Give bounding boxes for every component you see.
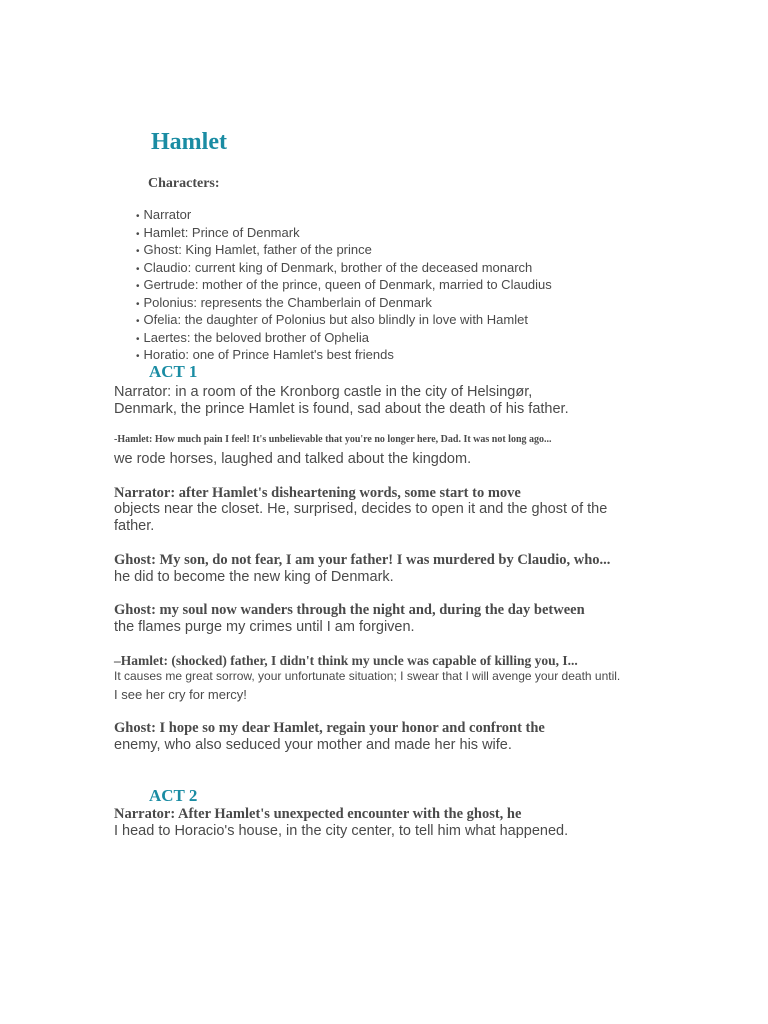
act1-p2-line1: -Hamlet: How much pain I feel! It's unbelievable that you're no longer here, Dad. It was not long ago...	[114, 434, 552, 445]
act1-p3-line2: objects near the closet. He, surprised, decides to open it and the ghost of the	[114, 501, 608, 517]
list-item: • Hamlet: Prince of Denmark	[136, 225, 552, 243]
act1-p6-line2: It causes me great sorrow, your unfortunate situation; I swear that I will avenge your death until.	[114, 669, 621, 683]
act1-p6-line3: I see her cry for mercy!	[114, 687, 247, 702]
act1-p2-line2: we rode horses, laughed and talked about the kingdom.	[114, 451, 472, 467]
list-item: • Claudio: current king of Denmark, brother of the deceased monarch	[136, 260, 552, 278]
act1-p7-line1: Ghost: I hope so my dear Hamlet, regain your honor and confront the	[114, 720, 545, 736]
list-item: • Ofelia: the daughter of Polonius but also blindly in love with Hamlet	[136, 312, 552, 330]
act1-p1-line2: Denmark, the prince Hamlet is found, sad about the death of his father.	[114, 401, 569, 417]
list-item: • Laertes: the beloved brother of Ophelia	[136, 330, 552, 348]
list-item: • Ghost: King Hamlet, father of the prince	[136, 242, 552, 260]
act1-p3-line1: Narrator: after Hamlet's disheartening words, some start to move	[114, 485, 521, 501]
list-item: • Polonius: represents the Chamberlain of Denmark	[136, 295, 552, 313]
character-list	[136, 207, 552, 365]
act1-heading: ACT 1	[149, 362, 198, 381]
act1-p4-line1: Ghost: My son, do not fear, I am your father! I was murdered by Claudio, who...	[114, 552, 611, 568]
list-item: • Horatio: one of Prince Hamlet's best friends	[136, 347, 552, 365]
act1-p6-line1: –Hamlet: (shocked) father, I didn't think my uncle was capable of killing you, I...	[114, 653, 578, 668]
list-item: • Narrator	[136, 207, 552, 225]
act1-p4-line2: he did to become the new king of Denmark.	[114, 569, 394, 585]
act2-p1-line1: Narrator: After Hamlet's unexpected encounter with the ghost, he	[114, 806, 522, 822]
act2-heading: ACT 2	[149, 786, 198, 805]
document-title: Hamlet	[151, 129, 227, 155]
list-item: • Gertrude: mother of the prince, queen of Denmark, married to Claudius	[136, 277, 552, 295]
act2-p1-line2: I head to Horacio's house, in the city center, to tell him what happened.	[114, 823, 569, 839]
act1-p3-line3: father.	[114, 518, 155, 534]
act1-p7-line2: enemy, who also seduced your mother and made her his wife.	[114, 737, 512, 753]
act1-p5-line2: the flames purge my crimes until I am forgiven.	[114, 619, 415, 635]
characters-heading: Characters:	[148, 176, 220, 191]
act1-p1-line1: Narrator: in a room of the Kronborg castle in the city of Helsingør,	[114, 384, 533, 400]
act1-p5-line1: Ghost: my soul now wanders through the night and, during the day between	[114, 602, 585, 618]
